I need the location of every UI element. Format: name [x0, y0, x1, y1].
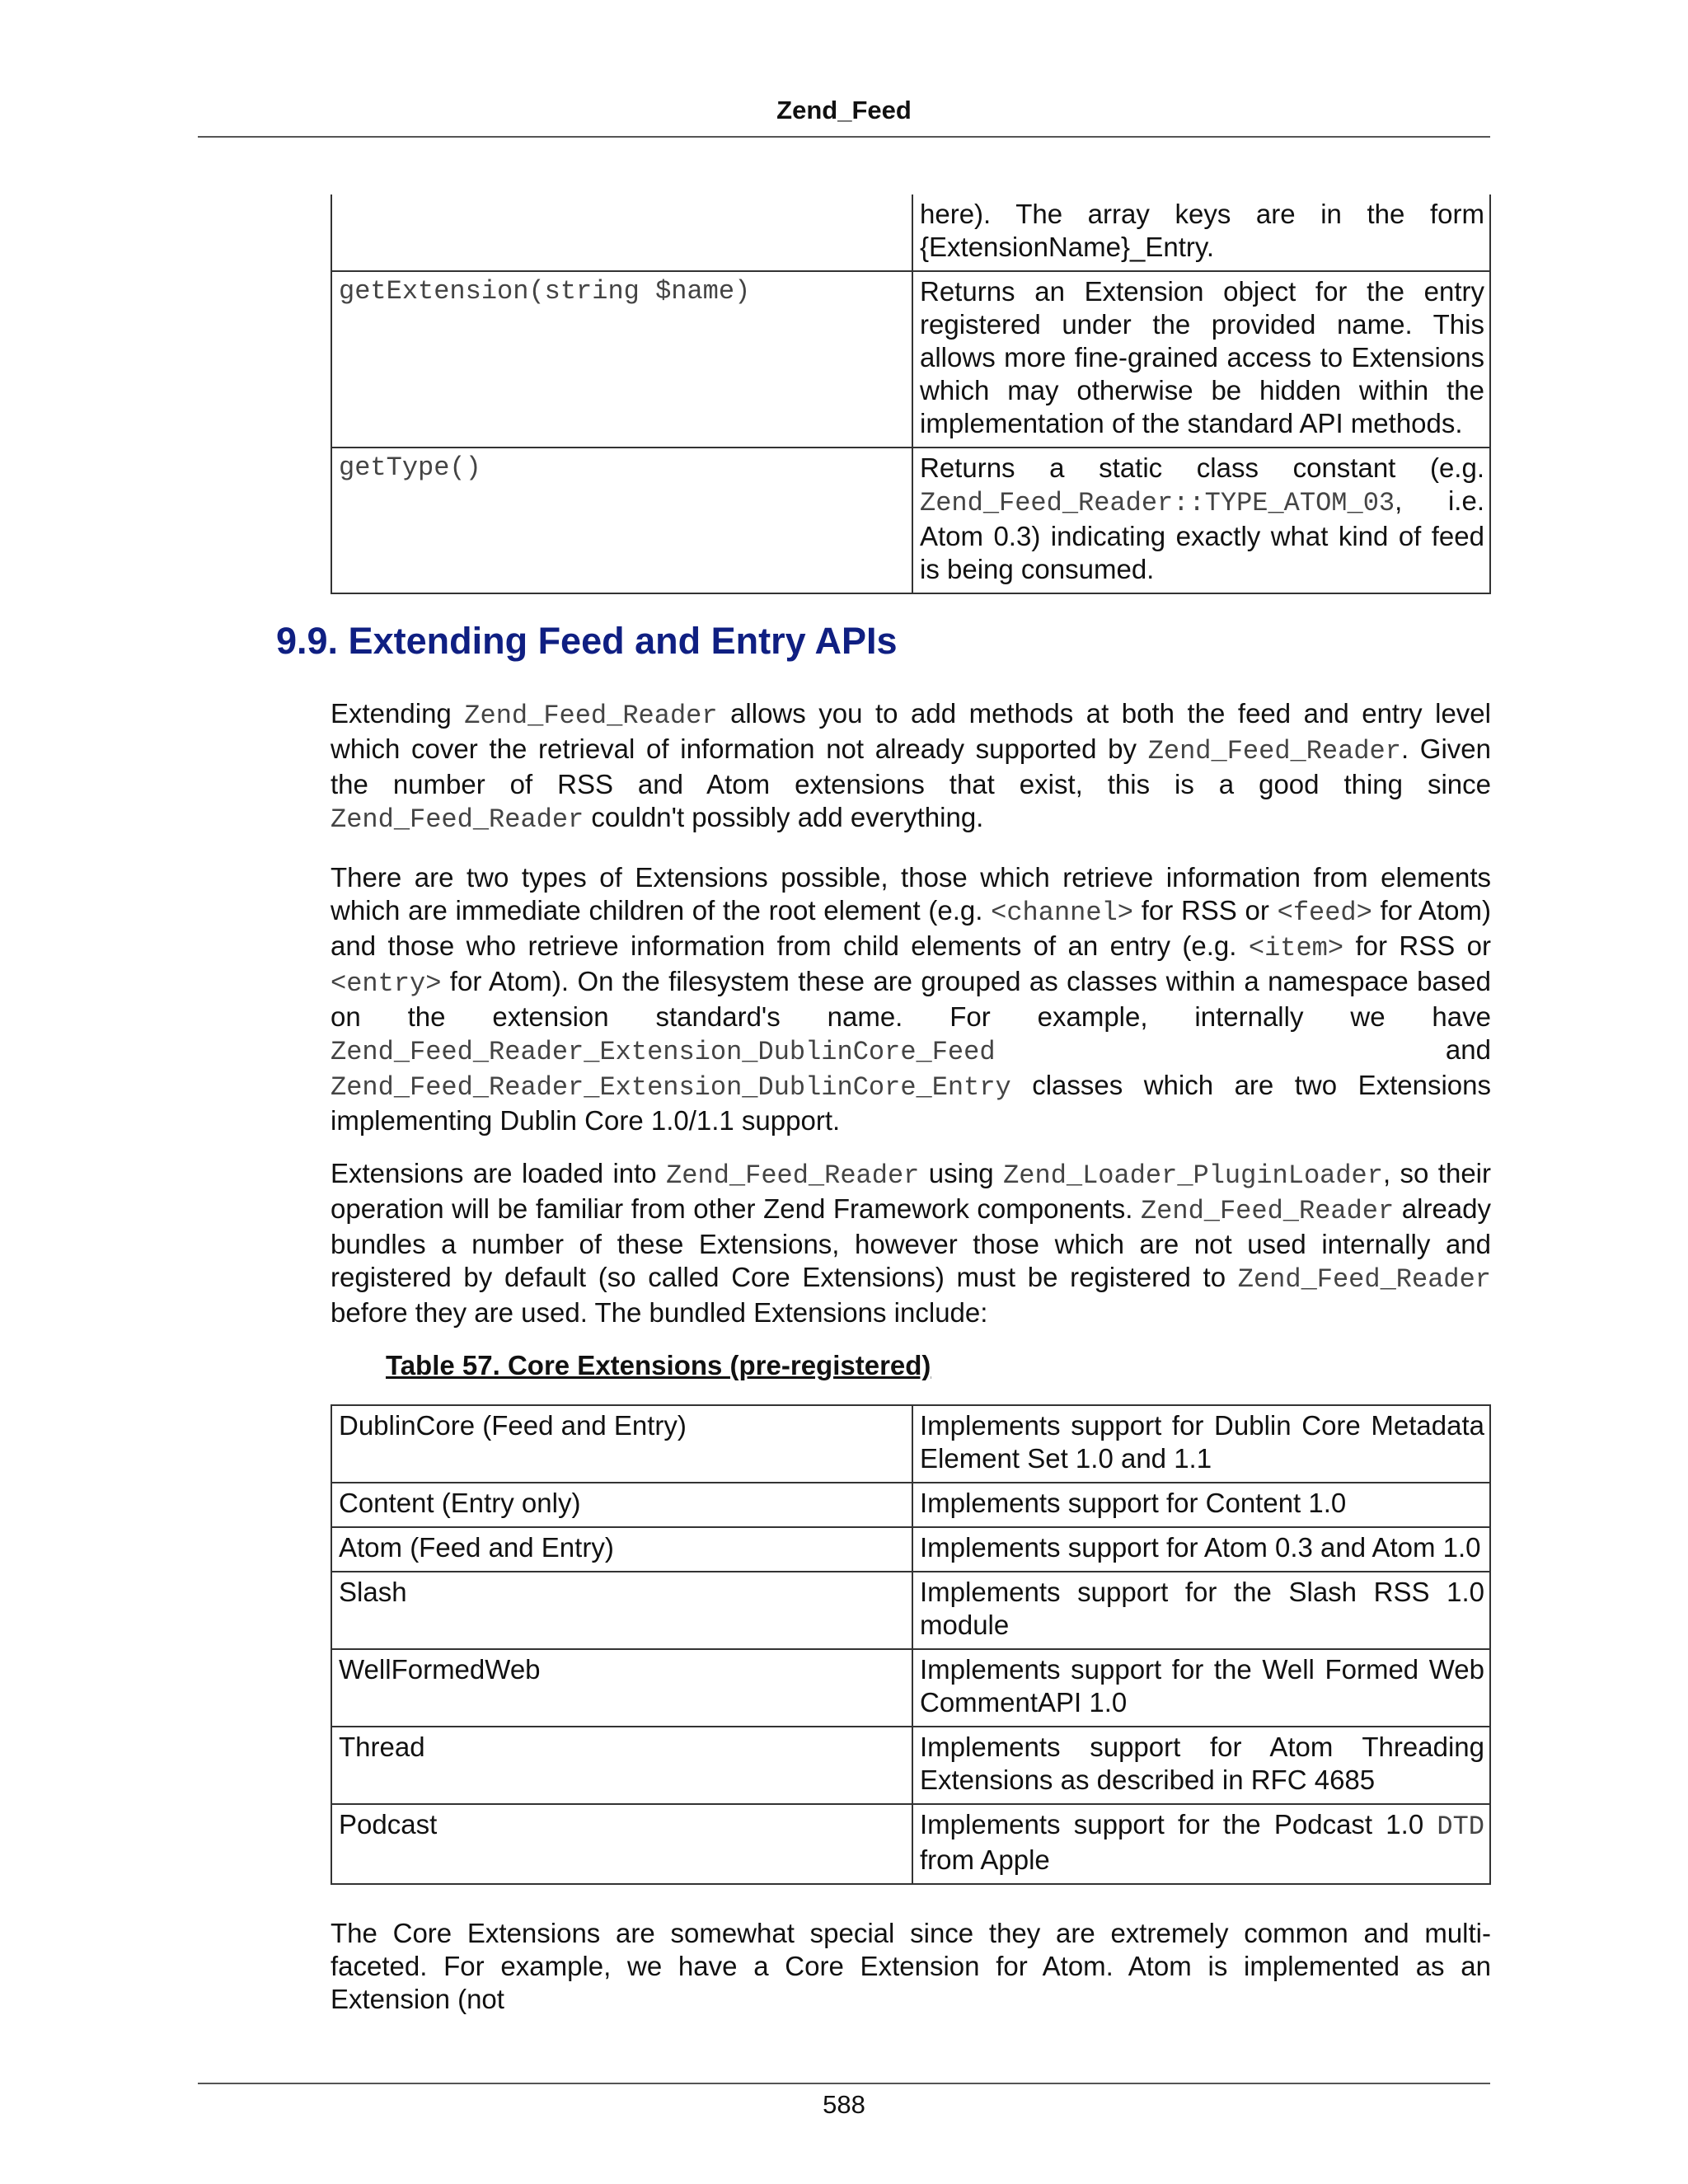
table-cell-description: Returns an Extension object for the entry registered under the provided name. This allows more fine-grained access to Extensions which may otherwise be hidden within the implementation of the standard API methods.: [912, 271, 1490, 448]
paragraph-extension-types: [331, 861, 1491, 1137]
table-cell-extension-name: Slash: [331, 1572, 912, 1649]
code-span: Zend_Feed_Reader: [464, 701, 718, 731]
text-span: for RSS or: [1132, 895, 1278, 926]
table-cell-extension-description: Implements support for the Slash RSS 1.0 module: [912, 1572, 1490, 1649]
table-row: [331, 1405, 1490, 1483]
table-cell-extension-description: Implements support for Atom Threading Extensions as described in RFC 4685: [912, 1727, 1490, 1804]
header-rule: [198, 136, 1490, 138]
table-row: [331, 1572, 1490, 1649]
text-span: Returns a static class constant (e.g.: [920, 452, 1484, 483]
table-cell-method: getExtension(string $name): [331, 271, 912, 448]
text-span: , so their operation will be familiar from other Zend Framework components.: [331, 1158, 1491, 1224]
table-cell-extension-name: Podcast: [331, 1804, 912, 1884]
section-heading: 9.9. Extending Feed and Entry APIs: [276, 620, 898, 662]
table-row: [331, 1527, 1490, 1572]
paragraph-intro: [331, 697, 1491, 837]
code-span: Zend_Feed_Reader_Extension_DublinCore_Entry: [331, 1072, 1011, 1103]
table-caption: Table 57. Core Extensions (pre-registered): [386, 1350, 931, 1380]
text-span: couldn't possibly add everything.: [584, 802, 984, 832]
text-span: already bundles a number of these Extensions, however those which are not used internally and registered by default (so called Core Extensions) must be registered to: [331, 1193, 1491, 1292]
table-cell-extension-description: Implements support for Dublin Core Metadata Element Set 1.0 and 1.1: [912, 1405, 1490, 1483]
code-span: Zend_Loader_PluginLoader: [1003, 1160, 1383, 1191]
table-row: [331, 1649, 1490, 1727]
code-span: Zend_Feed_Reader: [1147, 736, 1401, 766]
table-cell-extension-description: Implements support for Content 1.0: [912, 1483, 1490, 1527]
code-span: <entry>: [331, 968, 442, 999]
text-span: for RSS or: [1343, 930, 1491, 961]
code-span: Zend_Feed_Reader_Extension_DublinCore_Feed: [331, 1037, 996, 1067]
code-span: Zend_Feed_Reader: [666, 1160, 920, 1191]
text-span: , i.e. Atom 0.3) indicating exactly what kind of feed is being consumed.: [920, 485, 1484, 584]
footer-rule: [198, 2083, 1490, 2084]
text-span: from Apple: [920, 1844, 1050, 1875]
table-row: [331, 271, 1490, 448]
text-span: allows you to add methods at both the feed and entry level which cover the retrieval of information not already supported by: [331, 698, 1491, 764]
running-header-title: Zend_Feed: [776, 96, 912, 124]
table-cell-extension-name: Thread: [331, 1727, 912, 1804]
table-row: [331, 194, 1490, 271]
text-span: before they are used. The bundled Extensions include:: [331, 1297, 988, 1328]
code-span: DTD: [1437, 1811, 1484, 1842]
code-span: Zend_Feed_Reader::TYPE_ATOM_03: [920, 488, 1395, 518]
code-span: <channel>: [991, 898, 1133, 928]
text-span: using: [919, 1158, 1004, 1188]
table-row: [331, 448, 1490, 593]
table-cell-extension-name: Atom (Feed and Entry): [331, 1527, 912, 1572]
paragraph-loading: [331, 1157, 1491, 1329]
table-cell-extension-name: WellFormedWeb: [331, 1649, 912, 1727]
text-span: for Atom). On the filesystem these are grouped as classes within a namespace based on the extension standard's name. For example, internally we have: [331, 966, 1491, 1032]
table-cell-extension-name: Content (Entry only): [331, 1483, 912, 1527]
code-span: Zend_Feed_Reader: [331, 804, 584, 835]
code-span: <item>: [1248, 933, 1344, 963]
text-span: Extensions are loaded into: [331, 1158, 667, 1188]
text-span: Implements support for the Podcast 1.0: [920, 1809, 1437, 1840]
table-cell-extension-description: Implements support for the Well Formed Web CommentAPI 1.0: [912, 1649, 1490, 1727]
table-cell-extension-description: Implements support for Atom 0.3 and Atom 1.0: [912, 1527, 1490, 1572]
methods-table: [331, 194, 1491, 594]
text-span: classes which are two Extensions implementing Dublin Core 1.0/1.1 support.: [331, 1070, 1491, 1136]
table-cell-method: getType(): [331, 448, 912, 593]
table-row: [331, 1727, 1490, 1804]
code-span: <feed>: [1277, 898, 1372, 928]
table-cell-extension-name: DublinCore (Feed and Entry): [331, 1405, 912, 1483]
text-span: . Given the number of RSS and Atom extensions that exist, this is a good thing since: [331, 733, 1491, 799]
paragraph-core-extensions: The Core Extensions are somewhat special since they are extremely common and multi-faceted. For example, we have a Core Extension for Atom. Atom is implemented as an Extension (not: [331, 1918, 1491, 2014]
table-row: [331, 1804, 1490, 1884]
text-span: There are two types of Extensions possible, those which retrieve information from elements which are immediate children of the root element (e.g.: [331, 862, 1491, 926]
table-cell-description: [912, 448, 1490, 593]
table-row: [331, 1483, 1490, 1527]
table-cell-extension-description: [912, 1804, 1490, 1884]
table-cell-description: here). The array keys are in the form {ExtensionName}_Entry.: [912, 194, 1490, 271]
text-span: and: [995, 1034, 1491, 1065]
text-span: for Atom) and those who retrieve information from child elements of an entry (e.g.: [331, 895, 1491, 961]
code-span: Zend_Feed_Reader: [1140, 1196, 1395, 1226]
core-extensions-table: [331, 1404, 1491, 1885]
code-span: Zend_Feed_Reader: [1237, 1264, 1491, 1295]
page-number: 588: [823, 2090, 865, 2119]
table-cell-method: [331, 194, 912, 271]
text-span: Extending: [331, 698, 465, 729]
